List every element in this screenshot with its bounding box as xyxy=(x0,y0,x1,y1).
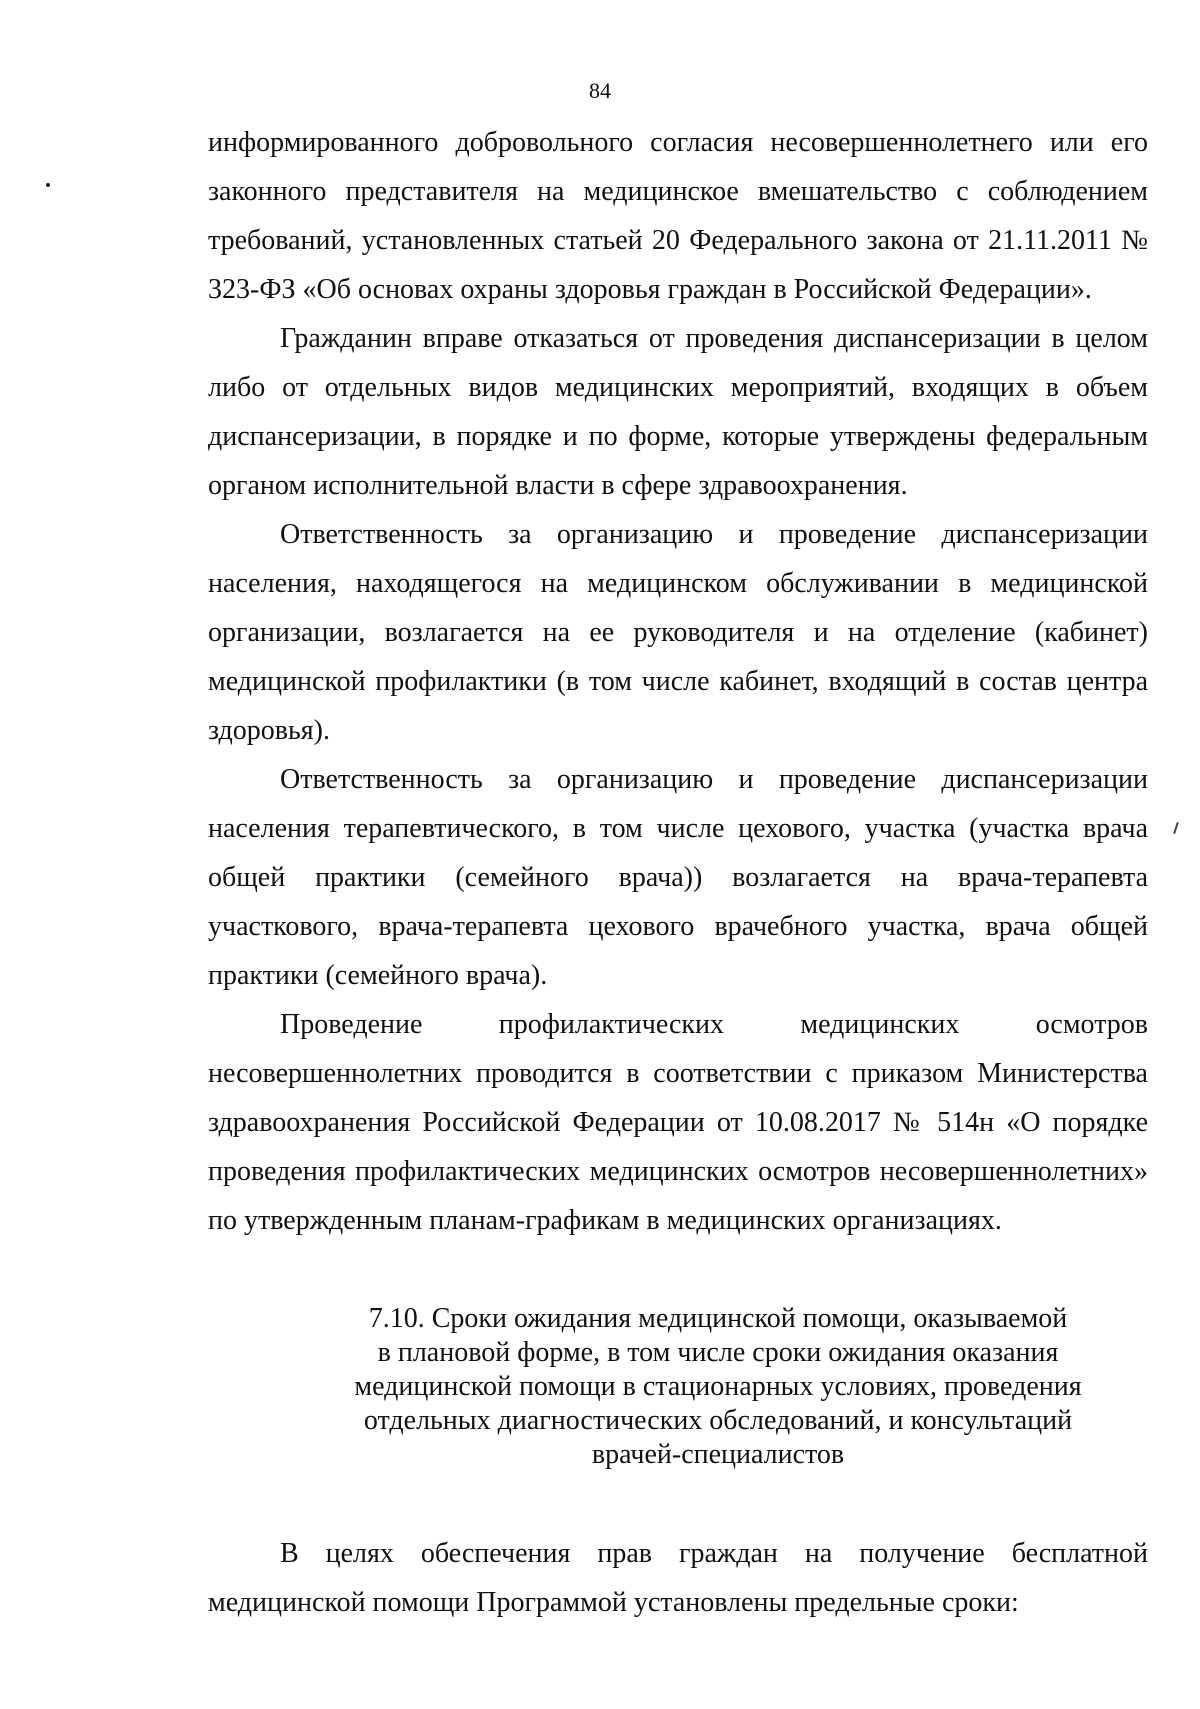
paragraph-continuation: информированного добровольного согласия несовершеннолетнего или его законного представителя на медицинское вмешательство с соблюдением требований, установленных статьей 20 Федерального закона от 21.11.2011 № 323-ФЗ «Об основах охраны здоровья граждан в Российской Федерации». xyxy=(208,127,1148,305)
paragraph-right-to-refuse: Гражданин вправе отказаться от проведения диспансеризации в целом либо от отдельных видов медицинских мероприятий, входящих в объем диспансеризации, в порядке и по форме, которые утверждены федеральным органом исполнительной власти в сфере здравоохранения. xyxy=(208,323,1148,501)
section-heading-line: отдельных диагностических обследований, и консультаций xyxy=(363,1405,1073,1436)
paragraph-minors-examinations: Проведение профилактических медицинских осмотров несовершеннолетних проводится в соответствии с приказом Министерства здравоохранения Российской Федерации от 10.08.2017 № 514н «О порядке проведения профилактических медицинских осмотров несовершеннолетних» по утвержденным планам-графикам в медицинских организациях. xyxy=(208,1009,1148,1236)
scan-mark xyxy=(1173,822,1179,834)
section-heading-line: медицинской помощи в стационарных условиях, проведения xyxy=(354,1371,1082,1402)
scan-speck xyxy=(46,183,50,187)
page-number: 84 xyxy=(589,78,611,103)
paragraph-waiting-times-intro: В целях обеспечения прав граждан на получение бесплатной медицинской помощи Программой установлены предельные сроки: xyxy=(208,1538,1148,1618)
document-body xyxy=(208,118,1148,1627)
section-heading-line: 7.10. Сроки ожидания медицинской помощи, оказываемой xyxy=(368,1303,1068,1334)
paragraph-responsibility-organization: Ответственность за организацию и проведение диспансеризации населения, находящегося на медицинском обслуживании в медицинской организации, возлагается на ее руководителя и на отделение (кабинет) медицинской профилактики (в том числе кабинет, входящий в состав центра здоровья). xyxy=(208,519,1148,746)
section-heading-line: в плановой форме, в том числе сроки ожидания оказания xyxy=(377,1337,1059,1368)
paragraph-responsibility-therapist: Ответственность за организацию и проведение диспансеризации населения терапевтического, в том числе цехового, участка (участка врача общей практики (семейного врача)) возлагается на врача-терапевта участкового, врача-терапевта цехового врачебного участка, врача общей практики (семейного врача). xyxy=(208,764,1148,991)
section-heading xyxy=(208,1302,1148,1472)
section-heading-line: врачей-специалистов xyxy=(591,1439,845,1470)
